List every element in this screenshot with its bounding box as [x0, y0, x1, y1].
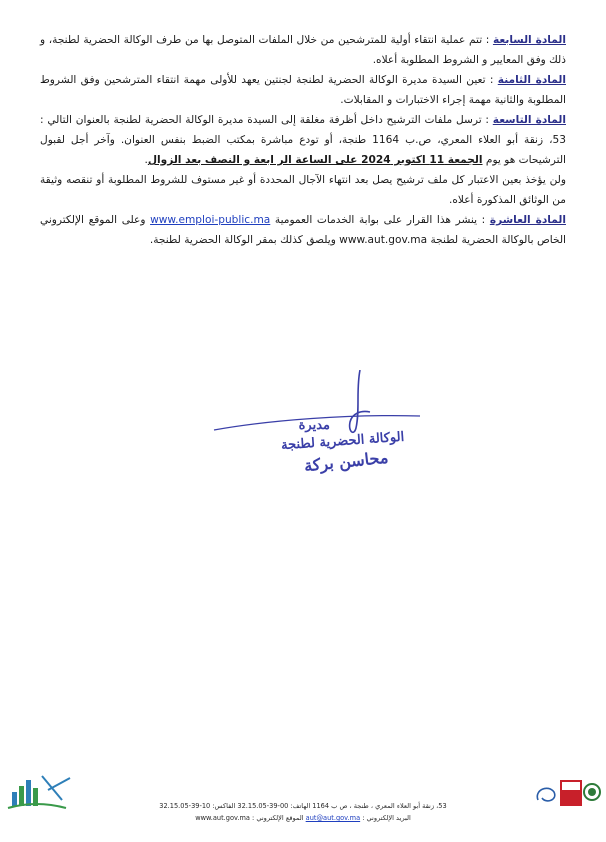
note: ولن يؤخذ بعين الاعتبار كل ملف ترشيح يصل بعد انتهاء الآجال المحددة أو غير مستوف للشروط المطلوبة أو تنقصه وثيقة من الوثائق المذكورة أعلاه.	[40, 174, 566, 206]
site-text: www.aut.gov.ma	[339, 234, 428, 246]
footer-contacts	[0, 814, 606, 822]
article-7	[40, 30, 566, 70]
email-label: البريد الإلكتروني :	[360, 814, 411, 822]
article-text-cont: وعلى الموقع الإلكتروني الخاص بالوكالة الحضرية لطنجة	[40, 214, 566, 246]
site-label: الموقع الإلكتروني :	[249, 814, 306, 822]
stamp-name: محاسن بركة	[302, 447, 389, 476]
article-text: : ينشر هذا القرار على بوابة الخدمات العمومية	[270, 214, 490, 226]
article-9	[40, 110, 566, 170]
document-body	[40, 30, 566, 250]
footer-address: 53، زنقة أبو العلاء المعري ، طنجة ، ص ب 1164 الهاتف: 00-39-32.15.05 الفاكس: 10-39-32.15.05	[159, 802, 447, 810]
article-label: المادة العاشرة	[489, 214, 566, 226]
article-label: المادة السابعة	[492, 34, 566, 46]
stamp-org: الوكالة الحضرية لطنجة	[280, 429, 405, 454]
article-10	[40, 210, 566, 250]
article-text-cont: ، زنقة أبو العلاء المعري، ص.ب 1164 طنجة، أو تودع مباشرة بمكتب الضبط بنفس العنوان. وآخر أجل لقبول الترشيحات هو يوم	[40, 134, 566, 166]
article-label: المادة التاسعة	[492, 114, 566, 126]
article-label: المادة الثامنة	[497, 74, 566, 86]
email-link[interactable]: aut@aut.gov.ma	[305, 814, 361, 822]
article-text: : تعين السيدة مديرة الوكالة الحضرية لطنجة لجنتين يعهد للأولى مهمة انتقاء المترشحين وفق الشروط المطلوبة والثانية مهمة إجراء الاختبارات و المقابلات.	[40, 74, 566, 106]
stamp-title: مديرة	[298, 418, 330, 433]
article-text: : تتم عملية انتقاء أولية للمترشحين من خلال الملفات المتوصل بها من طرف الوكالة الحضرية لطنجة، و ذلك وفق المعايير و الشروط المطلوبة أعلاه.	[40, 34, 566, 66]
emploi-public-link[interactable]: www.emploi-public.ma	[150, 214, 271, 226]
address-number: 53	[552, 134, 566, 146]
article-text: : ترسل ملفات الترشيح داخل أظرفة مغلقة إلى السيدة مديرة الوكالة الحضرية لطنجة بالعنوان التالي :	[40, 114, 493, 126]
article-text-end: ويلصق كذلك بمقر الوكالة الحضرية لطنجة.	[149, 234, 340, 246]
article-8	[40, 70, 566, 110]
punct: .	[144, 154, 148, 166]
signature-stamp	[210, 370, 440, 490]
deadline: الجمعة 11 اكتوبر 2024 على الساعة الر ابعة و النصف بعد الزوال	[147, 154, 483, 166]
footer-site: www.aut.gov.ma	[195, 814, 250, 822]
